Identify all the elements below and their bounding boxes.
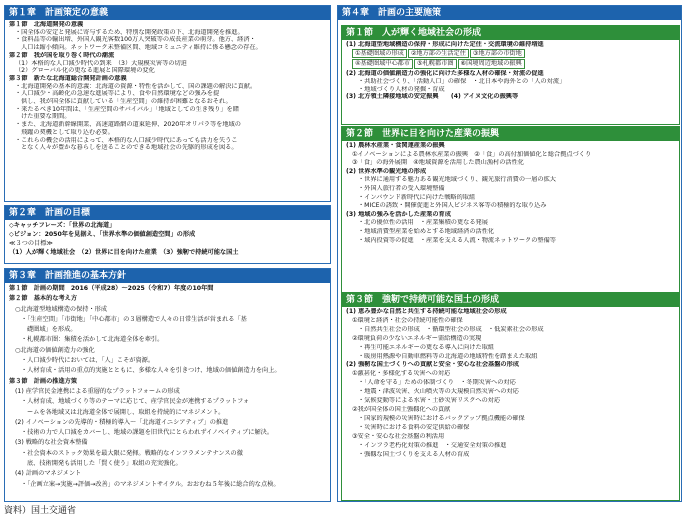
text-line: （1）本格的な人口減少時代の到来 （3）大規模災害等の切迫 [15,59,187,67]
text-line: ・人口減少時代においては、「人」こそが資源。 [21,357,155,365]
section2-panel [341,126,680,296]
text-line: ・「人命を守る」ための体制づくり ・冬期災害への対応 [358,379,516,387]
text-line: ①環境と経済・社会の持続可能性の確保 [352,316,463,324]
chapter4-title: 第４章 計画の主要施策 [338,6,681,20]
section3-body [342,307,679,459]
text-line: ・インバウンド新時代に向けた戦略的取組 [358,193,476,201]
text-line: ②我が国全体の国土強靱化への貢献 [352,405,451,413]
chapter1-body [5,20,330,152]
text-line: 第２節 基本的な考え方 [9,295,78,303]
chapter4-panel [337,5,682,502]
text-line: ・気候変動等による水害・土砂災害リスクへの対応 [358,397,501,405]
chapter3-title: 第３章 計画推進の基本方針 [5,269,330,283]
chapter2-title: 第２章 計画の目標 [5,206,330,220]
section-heading: (2) 北海道の価値創造力の強化に向けた多様な人材の確保・対流の促進 [346,70,544,78]
section3-title: 第３節 強靭で持続可能な国土の形成 [342,293,679,307]
text-line: ・「企画立案→実施→評価→改善」のマネジメントサイクル。おおむね５年後に総合的な点検。 [21,480,280,488]
source-note: 資料）国土交通省 [4,506,77,516]
text-line: ・また、北海道新幹線開業、高速道路網の道東延伸、2020年オリパラ等を地域の [15,121,241,129]
text-line: ・北の優位性の活用 ・産業集積の更なる発展 [358,219,488,227]
chip: ③地方部の市街地 [470,49,525,59]
chapter2-body [5,220,330,257]
text-line: ・インフラ老朽化対策の推進 ・交通安全対策の推進 [358,441,507,449]
text-line: ・国全体の安定と発展に寄与するため、特別な開発政策の下、北海道開発を推進。 [15,28,244,36]
text-line: ・強靱な国土づくりを支える人材の育成 [358,450,470,458]
chip: ②地方部の生活定住 [408,49,469,59]
chip: ①基礎圏域の形成 [352,49,407,59]
chapter3-panel [4,268,331,502]
section3-panel [341,292,680,501]
text-line: ①激甚化・多様化する災害への対応 [352,370,451,378]
text-line: 供し、我が国全体に貢献している「生産空間」の維持が困難となるおそれ。 [21,98,232,106]
text-line: ≪３つの目標≫ [9,240,53,247]
text-line: ・暖房用熱源や自動車燃料等の北海道の地域特性を踏まえた取組 [358,352,538,360]
text-line: ・「生産空間」「市街地」「中心都市」の３層構造で人々の日常生活が営まれる「基 [21,315,247,323]
text-line: ③安全・安心な社会基盤の利活用 [352,432,445,440]
chip-row [346,49,676,60]
text-line: ・食料品等の輸出増、外国人観光客数100万人突破等の成長産業の萌芽。他方、経済・ [15,36,256,44]
text-line: ・共助社会づくり、「活動人口」の確保 ・北日本や海外との「人の対流」 [358,77,566,85]
text-line: ・北海道開発の基本的意義：北海道の資源・特性を活かして、国の課題の解決に貢献。 [15,82,257,90]
text-line: ・これらの機会の活用によって、本格的な人口減少時代にあっても活力を失うこ [15,136,238,144]
section-heading: (2) 世界水準の観光地の形成 [346,167,427,175]
text-line: (4) 計画のマネジメント [15,470,82,478]
text-line: ・人口減少・高齢化の急速な進展等により、食や自然環境などの強みを提 [15,90,220,98]
text-line: ・札幌都市圏：集積を活かして北海道全体を牽引。 [21,336,164,344]
section-heading: (1) 北海道型地域構造の保持・形成に向けた定住・交流環境の維持増進 [346,41,544,48]
chip-row [346,59,676,70]
text-line: （1）人が輝く地域社会 （2）世界に目を向けた産業 （3）強靭で持続可能な国土 [9,249,239,256]
chapter1-title: 第１章 計画策定の意義 [5,6,330,20]
chapter2-panel [4,205,331,264]
section-heading: (1) 恵み豊かな自然と共生する持続可能な地域社会の形成 [346,308,507,315]
text-line: (1) 産学官民金連携による重層的なプラットフォームの形成 [15,387,180,395]
text-line: 飛躍の契機として取り込む必要。 [21,128,114,136]
section-heading: (3) 地域の強みを活かした産業の育成 [346,210,451,218]
text-line: ・災害時における食料の安定供給の確保 [358,423,470,431]
section-heading: (2) 強靭な国土づくりへの貢献と安全・安心な社会基盤の形成 [346,361,519,369]
section1-title: 第１節 人が輝く地域社会の形成 [342,26,679,40]
section1-panel [341,25,680,125]
text-line: ・人材育成・活用の重点的実施とともに、多様な人々を引きつけ、地域の価値創造力を向上。 [21,367,281,375]
text-line: ・来たるべき10年間は、「生産空間のサバイバル」「地域としての生き残り」を賭 [15,105,239,113]
text-line: ・世界に通用する魅力ある観光地域づくり、観光旅行消費の一層の拡大 [358,176,556,184]
text-line: 人口は縮小傾向。ネットワーク未整備区間、地域コミュニティ維持に係る懸念の存在。 [21,44,262,52]
text-line: 底、技術開発も活用した「賢く使う」取組の充実強化。 [27,460,182,468]
text-line: ・技術の力で人口減をカバーし、地域の課題を旧世代にとらわれずイノベイティブに解決。 [21,429,274,437]
text-line: 第１節 計画の期間 2016（平成28）～2025（令和7）年度の10年間 [9,285,214,292]
text-line: となく人々が豊かな暮らしを送ることのできる地域社会の先駆的形成を図る。 [21,144,238,152]
chip: ⑤札幌都市圏 [414,59,456,69]
text-line: ◇キャッチフレーズ：「世界の北海道」 [9,222,116,229]
section-heading: (3) 北方領土隣接地域の安定振興 (4) アイヌ文化の振興等 [346,93,519,101]
text-line: ◇ビジョン：2050年を見据え、「世界水準の価値創造空間」の形成 [9,231,196,238]
text-line: ・社会資本のストック効果を最大限に発揮。戦略的なインフラメンテナンスの徹 [21,449,243,457]
text-line: ームを各地域又は北海道全体で展開し、取組を持続的にマネジメント。 [27,408,225,416]
text-line: けた重要な期間。 [21,113,71,121]
section2-title: 第２節 世界に目を向けた産業の振興 [342,127,679,141]
text-line: (2) イノベーションの先導的・積極的導入〜「北海道イニシアティブ」の推進 [15,418,229,426]
text-line: ③「食」の海外展開 ④地域資源を活用した農山漁村の活性化 [352,159,524,167]
text-line: ・人材育成、地域づくり等のテーマに応じて、産学官民金が連携するプラットフォ [21,398,250,406]
text-line: ・再生可能エネルギーの更なる導入に向けた取組 [358,343,495,351]
text-line: 第３節 新たな北海道総合開発計画の意義 [9,74,127,82]
chapter3-body [5,283,330,490]
section1-body [342,40,679,101]
text-line: 礎圏域」を形成。 [27,326,77,334]
text-line: 第１節 北海道開発の意義 [9,21,84,28]
text-line: ○北海道型地域構造の保持・形成 [15,305,108,313]
chapter1-panel [4,5,331,202]
text-line: (3) 戦略的な社会資本整備 [15,439,88,447]
text-line: ①イノベーションによる農林水産業の振興 ②「食」の高付加価値化と総合拠点づくり [352,150,592,158]
section-heading: (1) 農林水産業・食関連産業の振興 [346,142,445,149]
text-line: （2）グローバル化の更なる進展と国際環境の変化 [15,67,155,75]
text-line: ・地震・津波災害、火山噴火等の大規模自然災害への対応 [358,388,519,396]
text-line: ・地域づくり人材の発掘・育成 [358,85,445,93]
text-line: ・地域消費型産業を始めとする地域経済の活性化 [358,227,495,235]
chip: ④基礎圏域中心都市 [352,59,413,69]
text-line: ・MICEの誘致・開催促進と外国人ビジネス客等の積極的な取り込み [358,202,547,210]
text-line: ・外国人旅行者の受入環境整備 [358,184,445,192]
section2-body [342,141,679,245]
text-line: ・国家的規模の災害時におけるバックアップ拠点機能の確保 [358,414,525,422]
text-line: ②環境負荷の少ないエネルギー需給構造の実現 [352,334,482,342]
text-line: ・域内投資等の促進 ・産業を支える人流・物流ネットワークの整備等 [358,236,556,244]
text-line: 第３節 計画の推進方策 [9,377,78,385]
text-line: ・自然共生社会の形成 ・循環型社会の形成 ・低炭素社会の形成 [358,325,544,333]
text-line: 第２節 我が国を取り巻く時代の潮流 [9,51,115,59]
text-line: ○北海道の価値創造力の強化 [15,346,95,354]
chip: ⑥国境周辺地域の振興 [458,59,525,69]
